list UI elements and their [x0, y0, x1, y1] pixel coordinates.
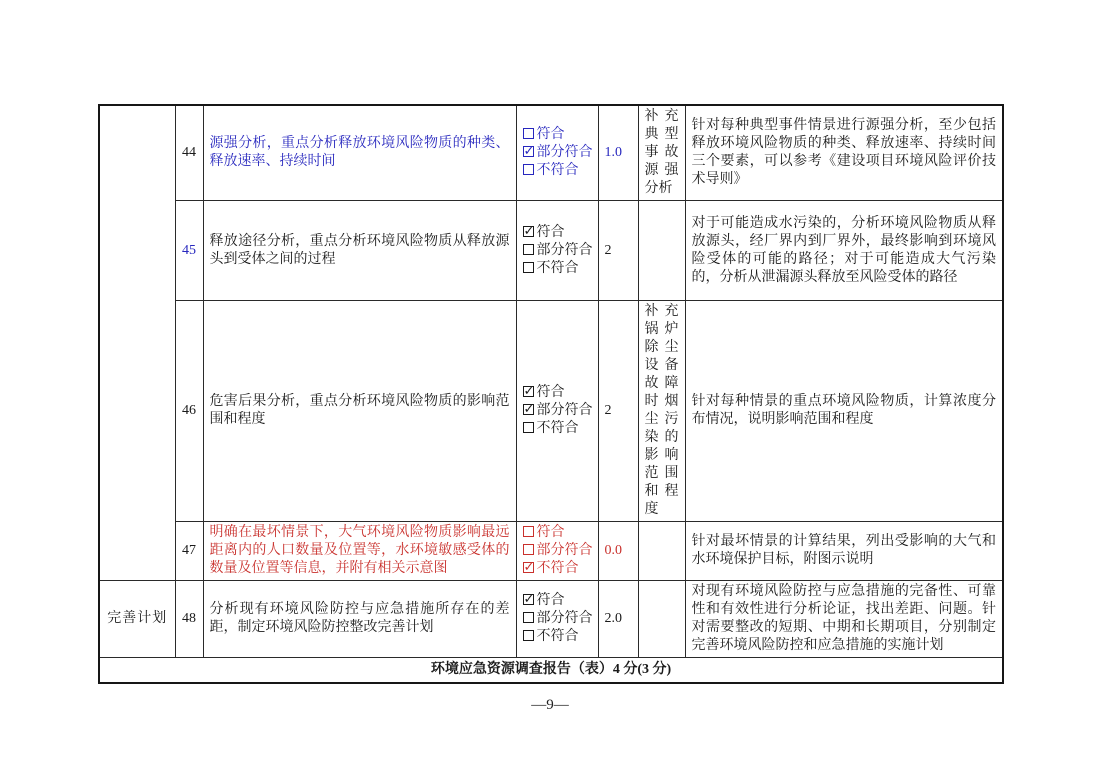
checkbox-group	[516, 201, 598, 301]
page-number: —9—	[531, 697, 569, 713]
item-description: 源强分析，重点分析释放环境风险物质的种类、释放速率、持续时间	[203, 105, 516, 201]
checkbox-label: 部分符合	[536, 242, 593, 258]
checkbox-nonconform[interactable]	[523, 164, 534, 175]
note-cell	[638, 581, 685, 658]
option-nonconform	[523, 162, 592, 180]
checkbox-label: 不符合	[536, 421, 579, 436]
checkbox-group	[516, 581, 598, 658]
option-nonconform	[523, 560, 592, 578]
explanation-cell: 对现有环境风险防控与应急措施的完备性、可靠性和有效性进行分析论证，找出差距、问题。针对需要整改的短期、中期和长期项目，分别制定完善环境风险防控和应急措施的实施计划	[685, 581, 1003, 658]
option-nonconform	[523, 420, 592, 438]
note-cell	[638, 522, 685, 581]
option-conform	[523, 224, 592, 242]
checkbox-group	[516, 105, 598, 201]
option-conform	[523, 384, 592, 402]
checkbox-nonconform[interactable]	[523, 562, 534, 573]
option-partial	[523, 144, 592, 162]
item-description: 释放途径分析，重点分析环境风险物质从释放源头到受体之间的过程	[203, 201, 516, 301]
note-cell	[638, 201, 685, 301]
assessment-table	[98, 104, 1004, 684]
checkbox-conform[interactable]	[523, 526, 534, 537]
category-cell-empty	[99, 105, 175, 581]
table-row-46	[99, 301, 1003, 522]
checkbox-label: 符合	[536, 525, 565, 540]
explanation-cell: 针对每种典型事件情景进行源强分析，至少包括释放环境风险物质的种类、释放速率、持续时间三个要素，可以参考《建设项目环境风险评价技术导则》	[685, 105, 1003, 201]
explanation-cell: 针对最坏情景的计算结果，列出受影响的大气和水环境保护目标，附图示说明	[685, 522, 1003, 581]
score-value: 1.0	[598, 105, 638, 201]
row-number: 46	[175, 301, 203, 522]
checkbox-conform[interactable]	[523, 226, 534, 237]
option-nonconform	[523, 260, 592, 278]
option-conform	[523, 126, 592, 144]
table-row-45	[99, 201, 1003, 301]
table-row-48	[99, 581, 1003, 658]
checkbox-nonconform[interactable]	[523, 422, 534, 433]
checkbox-label: 不符合	[536, 561, 579, 576]
checkbox-label: 不符合	[536, 260, 579, 276]
checkbox-label: 不符合	[536, 629, 579, 644]
explanation-cell: 对于可能造成水污染的，分析环境风险物质从释放源头，经厂界内到厂界外，最终影响到环境风险受体的可能的路径；对于可能造成大气污染的，分析从泄漏源头释放至风险受体的路径	[685, 201, 1003, 301]
checkbox-conform[interactable]	[523, 128, 534, 139]
option-conform	[523, 592, 592, 610]
option-partial	[523, 542, 592, 560]
checkbox-partial[interactable]	[523, 244, 534, 255]
checkbox-conform[interactable]	[523, 386, 534, 397]
checkbox-label: 部分符合	[536, 543, 593, 558]
note-cell: 补充锅炉除尘设备故障时烟尘污染的影响范围和程度	[638, 301, 685, 522]
row-number: 47	[175, 522, 203, 581]
table-row-44	[99, 105, 1003, 201]
option-conform	[523, 524, 592, 542]
checkbox-group	[516, 522, 598, 581]
option-partial	[523, 610, 592, 628]
item-description: 明确在最坏情景下，大气环境风险物质影响最远距离内的人口数量及位置等，水环境敏感受体的数量及位置等信息，并附有相关示意图	[203, 522, 516, 581]
score-value: 2.0	[598, 581, 638, 658]
option-nonconform	[523, 628, 592, 646]
checkbox-partial[interactable]	[523, 146, 534, 157]
score-value: 0.0	[598, 522, 638, 581]
row-number: 45	[175, 201, 203, 301]
row-number: 48	[175, 581, 203, 658]
checkbox-group	[516, 301, 598, 522]
checkbox-label: 符合	[536, 385, 565, 400]
checkbox-label: 符合	[536, 593, 565, 608]
item-description: 分析现有环境风险防控与应急措施所存在的差距，制定环境风险防控整改完善计划	[203, 581, 516, 658]
explanation-cell: 针对每种情景的重点环境风险物质，计算浓度分布情况，说明影响范围和程度	[685, 301, 1003, 522]
option-partial	[523, 402, 592, 420]
checkbox-label: 符合	[536, 127, 565, 142]
category-cell: 完善计划	[99, 581, 175, 658]
table-footer-row	[99, 658, 1003, 684]
score-value: 2	[598, 301, 638, 522]
checkbox-partial[interactable]	[523, 544, 534, 555]
checkbox-partial[interactable]	[523, 612, 534, 623]
checkbox-nonconform[interactable]	[523, 262, 534, 273]
checkbox-label: 不符合	[536, 163, 579, 178]
option-partial	[523, 242, 592, 260]
note-cell: 补充典型事故源强分析	[638, 105, 685, 201]
section-total-label: 环境应急资源调查报告（表）4 分(3 分)	[99, 658, 1003, 684]
checkbox-label: 部分符合	[536, 145, 593, 160]
checkbox-nonconform[interactable]	[523, 630, 534, 641]
checkbox-partial[interactable]	[523, 404, 534, 415]
checkbox-label: 部分符合	[536, 403, 593, 418]
checkbox-label: 符合	[536, 224, 565, 240]
table-row-47	[99, 522, 1003, 581]
checkbox-label: 部分符合	[536, 611, 593, 626]
score-value: 2	[598, 201, 638, 301]
row-number: 44	[175, 105, 203, 201]
item-description: 危害后果分析，重点分析环境风险物质的影响范围和程度	[203, 301, 516, 522]
checkbox-conform[interactable]	[523, 594, 534, 605]
